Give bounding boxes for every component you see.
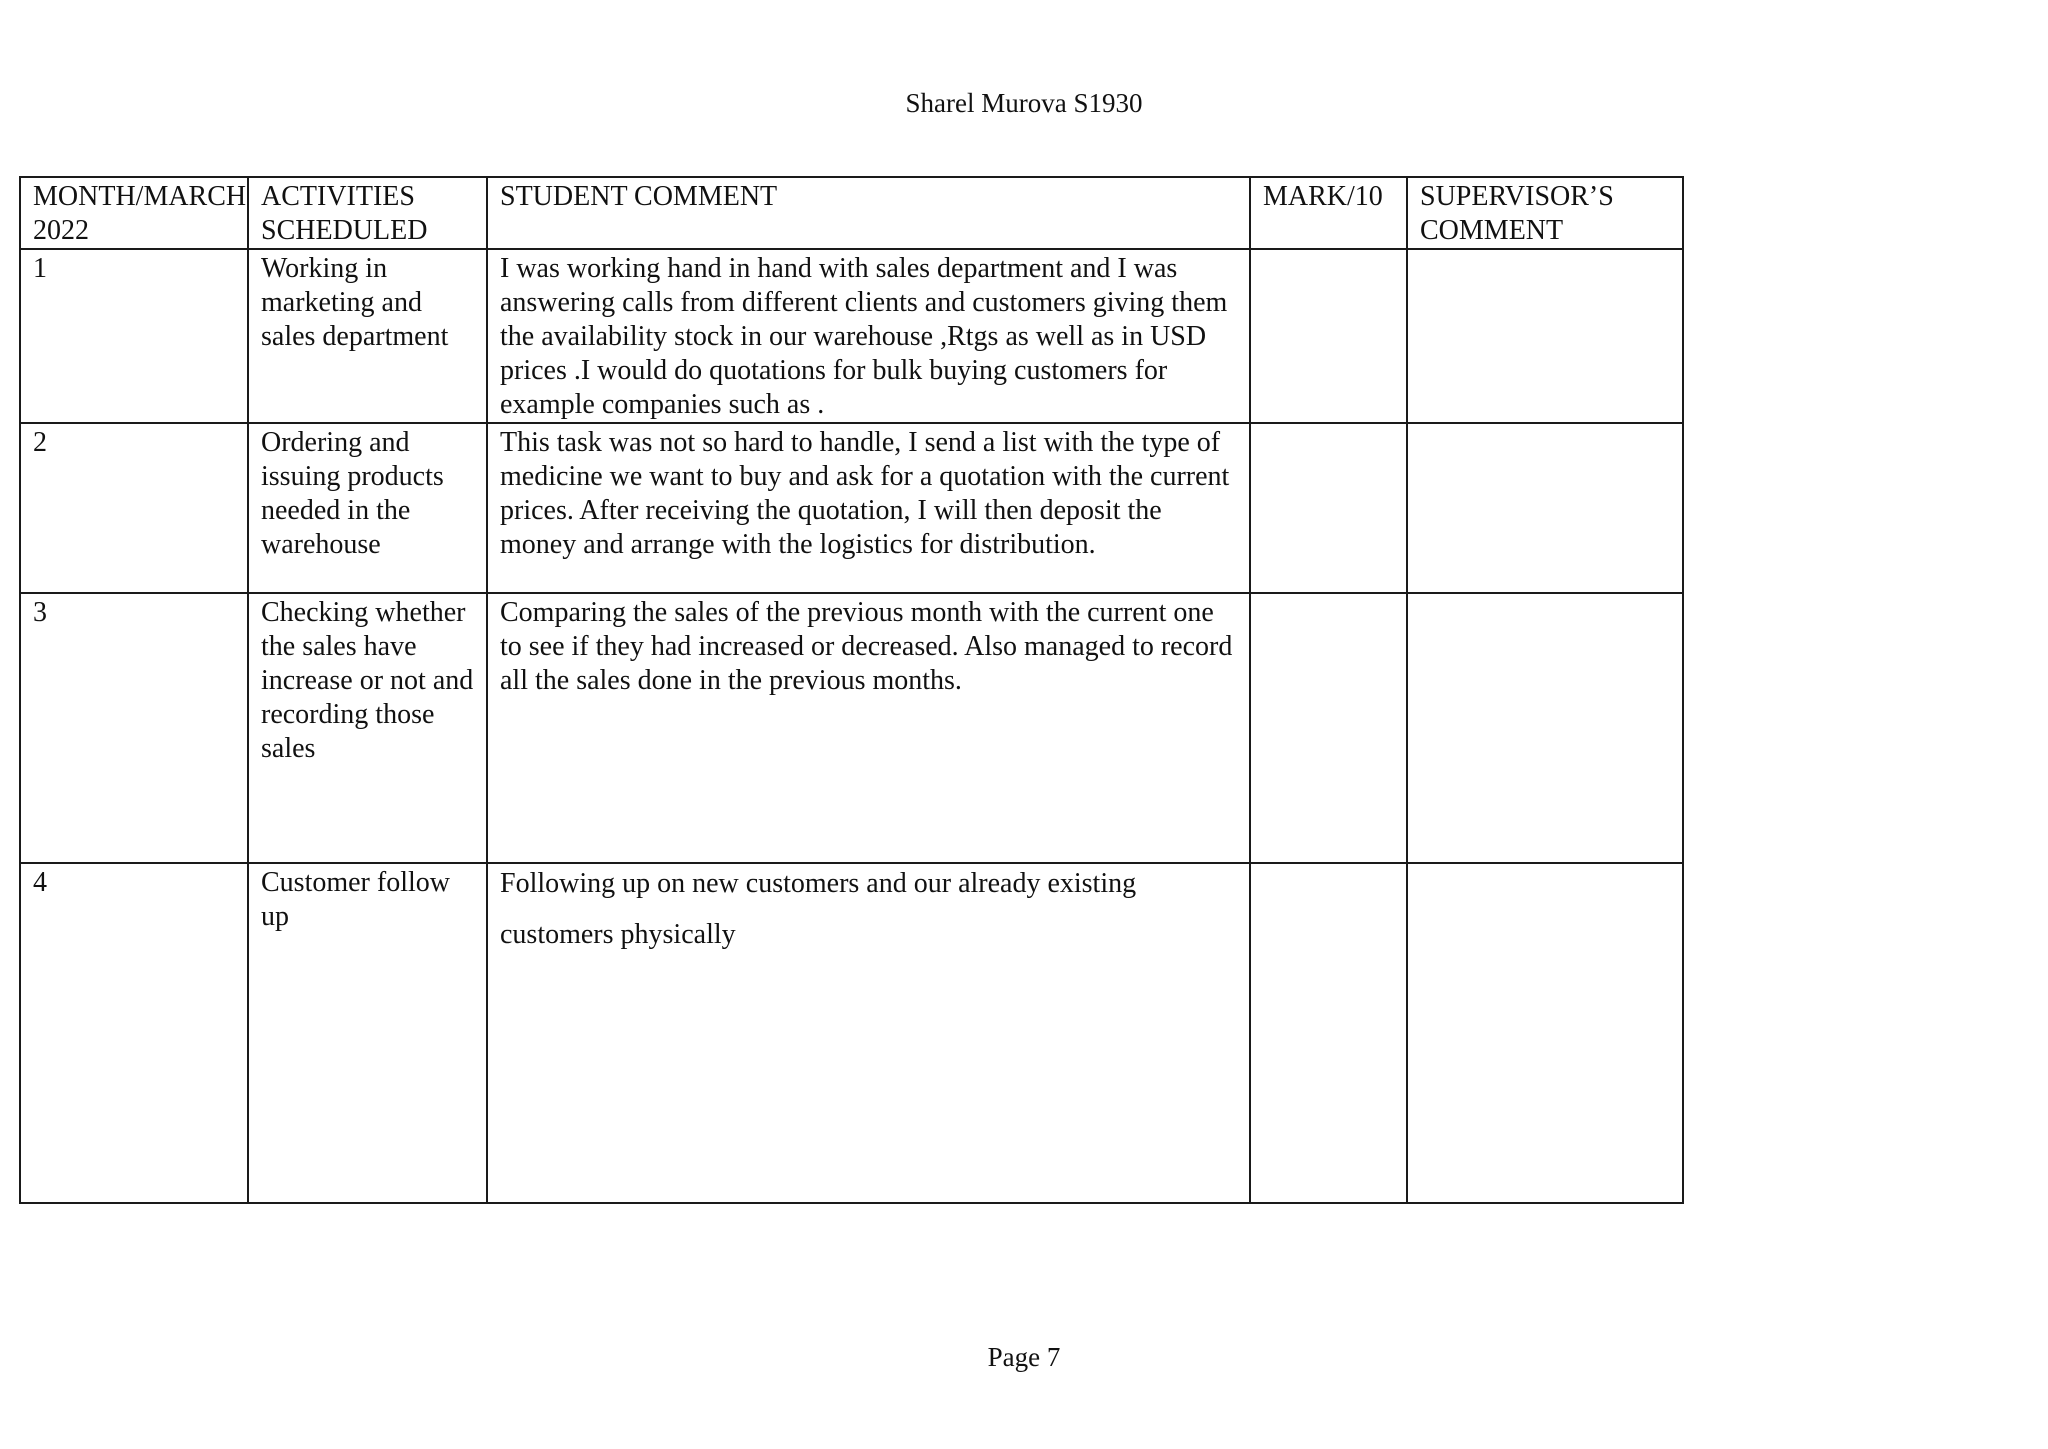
header-activities: ACTIVITIES SCHEDULED: [248, 177, 487, 249]
row-number: 2: [20, 423, 248, 593]
table-row: [20, 423, 1683, 593]
page-header: Sharel Murova S1930: [905, 88, 1143, 118]
student-comment-cell: This task was not so hard to handle, I send a list with the type of medicine we want to buy and ask for a quotation with the current prices. After receiving the quotation, I will then deposit the money and arrange with the logistics for distribution.: [487, 423, 1250, 593]
row-number: 1: [20, 249, 248, 423]
row-number: 3: [20, 593, 248, 863]
mark-cell: [1250, 249, 1407, 423]
activity-log-table: [19, 176, 1684, 1204]
header-month: MONTH/MARCH 2022: [20, 177, 248, 249]
table-header-row: [20, 177, 1683, 249]
activity-cell: Ordering and issuing products needed in the warehouse: [248, 423, 487, 593]
table-row: [20, 593, 1683, 863]
activity-cell: Customer follow up: [248, 863, 487, 1203]
header-supervisor-comment: SUPERVISOR’S COMMENT: [1407, 177, 1683, 249]
activity-cell: Checking whether the sales have increase or not and recording those sales: [248, 593, 487, 863]
student-comment-cell: [487, 863, 1250, 1203]
supervisor-comment-cell: [1407, 863, 1683, 1203]
student-comment-cell: Comparing the sales of the previous month with the current one to see if they had increased or decreased. Also managed to record all the sales done in the previous months.: [487, 593, 1250, 863]
page-number: Page 7: [987, 1342, 1061, 1372]
table-row: [20, 863, 1683, 1203]
supervisor-comment-cell: [1407, 249, 1683, 423]
header-mark: MARK/10: [1250, 177, 1407, 249]
header-student-comment: STUDENT COMMENT: [487, 177, 1250, 249]
activity-cell: Working in marketing and sales department: [248, 249, 487, 423]
student-comment-cell: I was working hand in hand with sales department and I was answering calls from different clients and customers giving them the availability stock in our warehouse ,Rtgs as well as in USD prices .I would do quotations for bulk buying customers for example companies such as .: [487, 249, 1250, 423]
mark-cell: [1250, 863, 1407, 1203]
row-number: 4: [20, 863, 248, 1203]
student-comment-text: Following up on new customers and our already existing customers physically: [500, 868, 1137, 950]
mark-cell: [1250, 423, 1407, 593]
supervisor-comment-cell: [1407, 593, 1683, 863]
table-row: [20, 249, 1683, 423]
mark-cell: [1250, 593, 1407, 863]
supervisor-comment-cell: [1407, 423, 1683, 593]
